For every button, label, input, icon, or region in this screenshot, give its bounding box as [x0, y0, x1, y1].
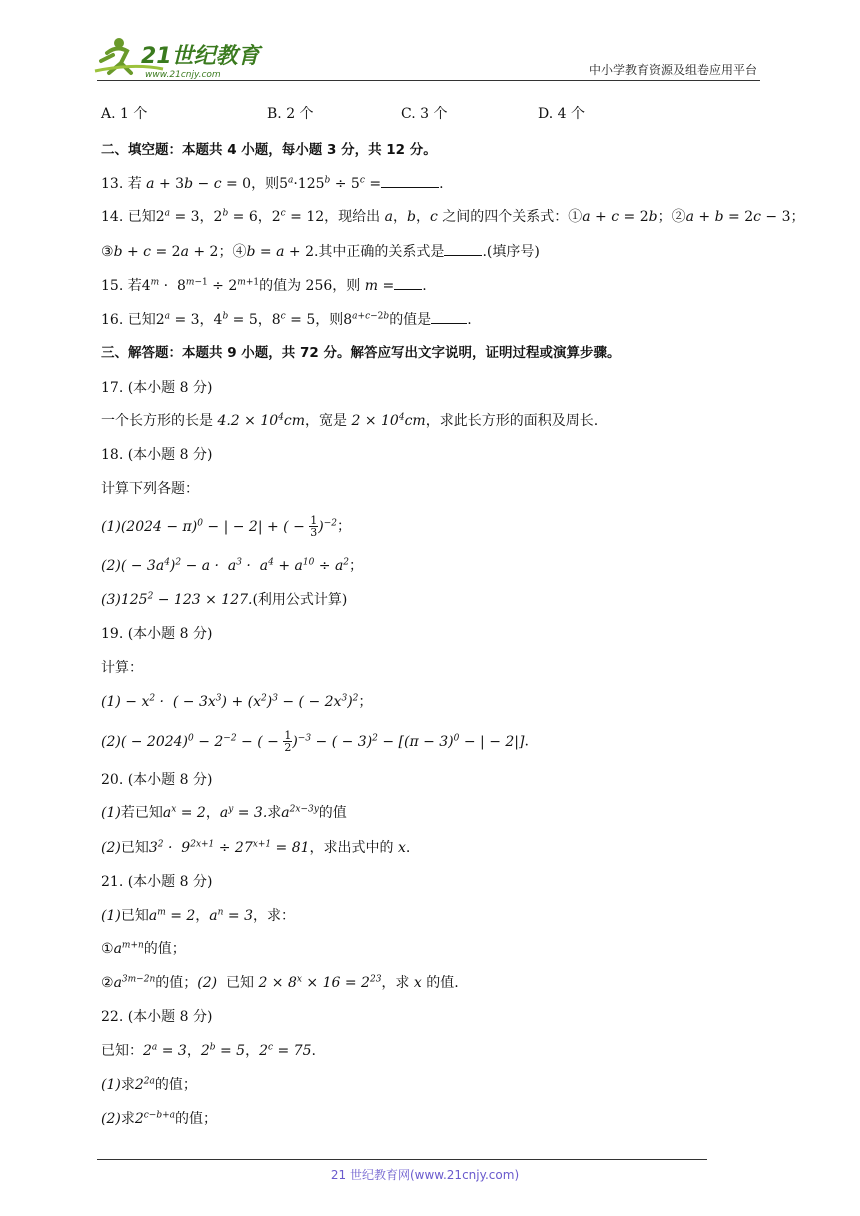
svg-text:www.21cnjy.com: www.21cnjy.com: [145, 70, 221, 80]
question-20-part1: (1)若已知$a^x = 2$，$a^y = 3$.求$a^{2x-3y}$的值: [101, 804, 347, 821]
question-19-intro: 计算：: [101, 660, 143, 676]
section-answer-heading: 三、解答题：本题共 9 小题，共 72 分。解答应写出文字说明，证明过程或演算步骤。: [101, 345, 621, 361]
footer-divider: [97, 1159, 707, 1160]
header-divider: [97, 80, 760, 81]
question-19-part2: $(2)( - 2024)^0 - 2^{-2}$ − ( − $\frac{1}{2}$ )$^{-3}$ − ( − $3)^2 - [(\pi - 3)^0$ − | − 2|].: [101, 729, 529, 754]
site-logo: [93, 33, 263, 81]
option-a: A. 1 个: [101, 106, 148, 122]
question-14-line1: 14. 已知$2^a = 3$，$2^b = 6$，$2^c = 12$，现给出 a，b，c 之间的四个关系式：①a + c = 2b；②a + b = 2c − 3；: [101, 208, 805, 225]
question-17-body: 一个长方形的长是 $4.2 \times 10^4cm$，宽是 $2 \times 10^4cm$，求此长方形的面积及周长.: [101, 412, 599, 429]
option-c: C. 3 个: [401, 106, 448, 122]
question-14-line2: ③b + c = 2a + 2；④b = a + 2.其中正确的关系式是 .(填序号): [101, 241, 800, 262]
question-18-intro: 计算下列各题：: [101, 481, 199, 497]
question-15: 15. 若$4^m \cdot 8^{m-1} \div 2^{m+1}$的值为 256，则 m = .: [101, 275, 800, 296]
question-20-title: 20. (本小题 8 分): [101, 772, 213, 788]
question-19-part1: $(1) - x^2$ · ( − $3x^3) + (x^2)^3$ − ( − $2x^3)^2$；: [101, 693, 373, 710]
question-17-title: 17. (本小题 8 分): [101, 380, 213, 396]
svg-text:21世纪教育: 21世纪教育: [141, 44, 260, 69]
section-fill-in-heading: 二、填空题：本题共 4 小题，每小题 3 分，共 12 分。: [101, 142, 437, 158]
question-18-title: 18. (本小题 8 分): [101, 447, 213, 463]
option-b: B. 2 个: [267, 106, 314, 122]
option-d: D. 4 个: [538, 106, 585, 122]
question-21-part1: (1)已知$a^m = 2$，$a^n = 3$，求：: [101, 907, 295, 924]
question-21-title: 21. (本小题 8 分): [101, 874, 213, 890]
question-16: 16. 已知$2^a = 3$，$4^b = 5$，$8^c = 5$，则$8^{a+c-2b}$的值是 .: [101, 309, 800, 330]
header-platform-name: 中小学教育资源及组卷应用平台: [588, 63, 757, 77]
question-22-part2: (2)求$2^{c-b+a}$的值；: [101, 1110, 218, 1127]
question-19-title: 19. (本小题 8 分): [101, 626, 213, 642]
question-18-part1: $(1)(2024 - \pi)^0$ − | − 2| + ( − $\frac{1}{3}$ )$^{-2}$；: [101, 514, 352, 539]
question-18-part2: $(2)( - 3a^4)^2 - a \cdot a^3 \cdot a^4 + a^{10} \div a^2$；: [101, 557, 364, 574]
question-22-title: 22. (本小题 8 分): [101, 1009, 213, 1025]
question-22-part1: (1)求$2^{2a}$的值；: [101, 1076, 197, 1093]
question-21-sub1: $①a^{m+n}$的值；: [101, 940, 186, 957]
question-20-part2: (2)已知$3^2 \cdot 9^{2x+1} \div 27^{x+1} = 81$，求出式中的 x.: [101, 839, 411, 856]
footer-text: 21 世纪教育网(www.21cnjy.com): [330, 1168, 520, 1182]
question-21-sub2: $②a^{3m-2n}$的值；(2) 已知 $2 \times 8^x \times 16 = 2^{23}$，求 x 的值.: [101, 974, 459, 991]
question-13: 13. 若 a + 3b − c = 0，则$5^a\cdot 125^b \div 5^c$ = .: [101, 173, 800, 194]
question-18-part3: $(3)125^2 - 123 \times 127$.(利用公式计算): [101, 591, 348, 608]
question-22-given: 已知：$2^a = 3$，$2^b = 5$，$2^c = 75$.: [101, 1042, 316, 1059]
